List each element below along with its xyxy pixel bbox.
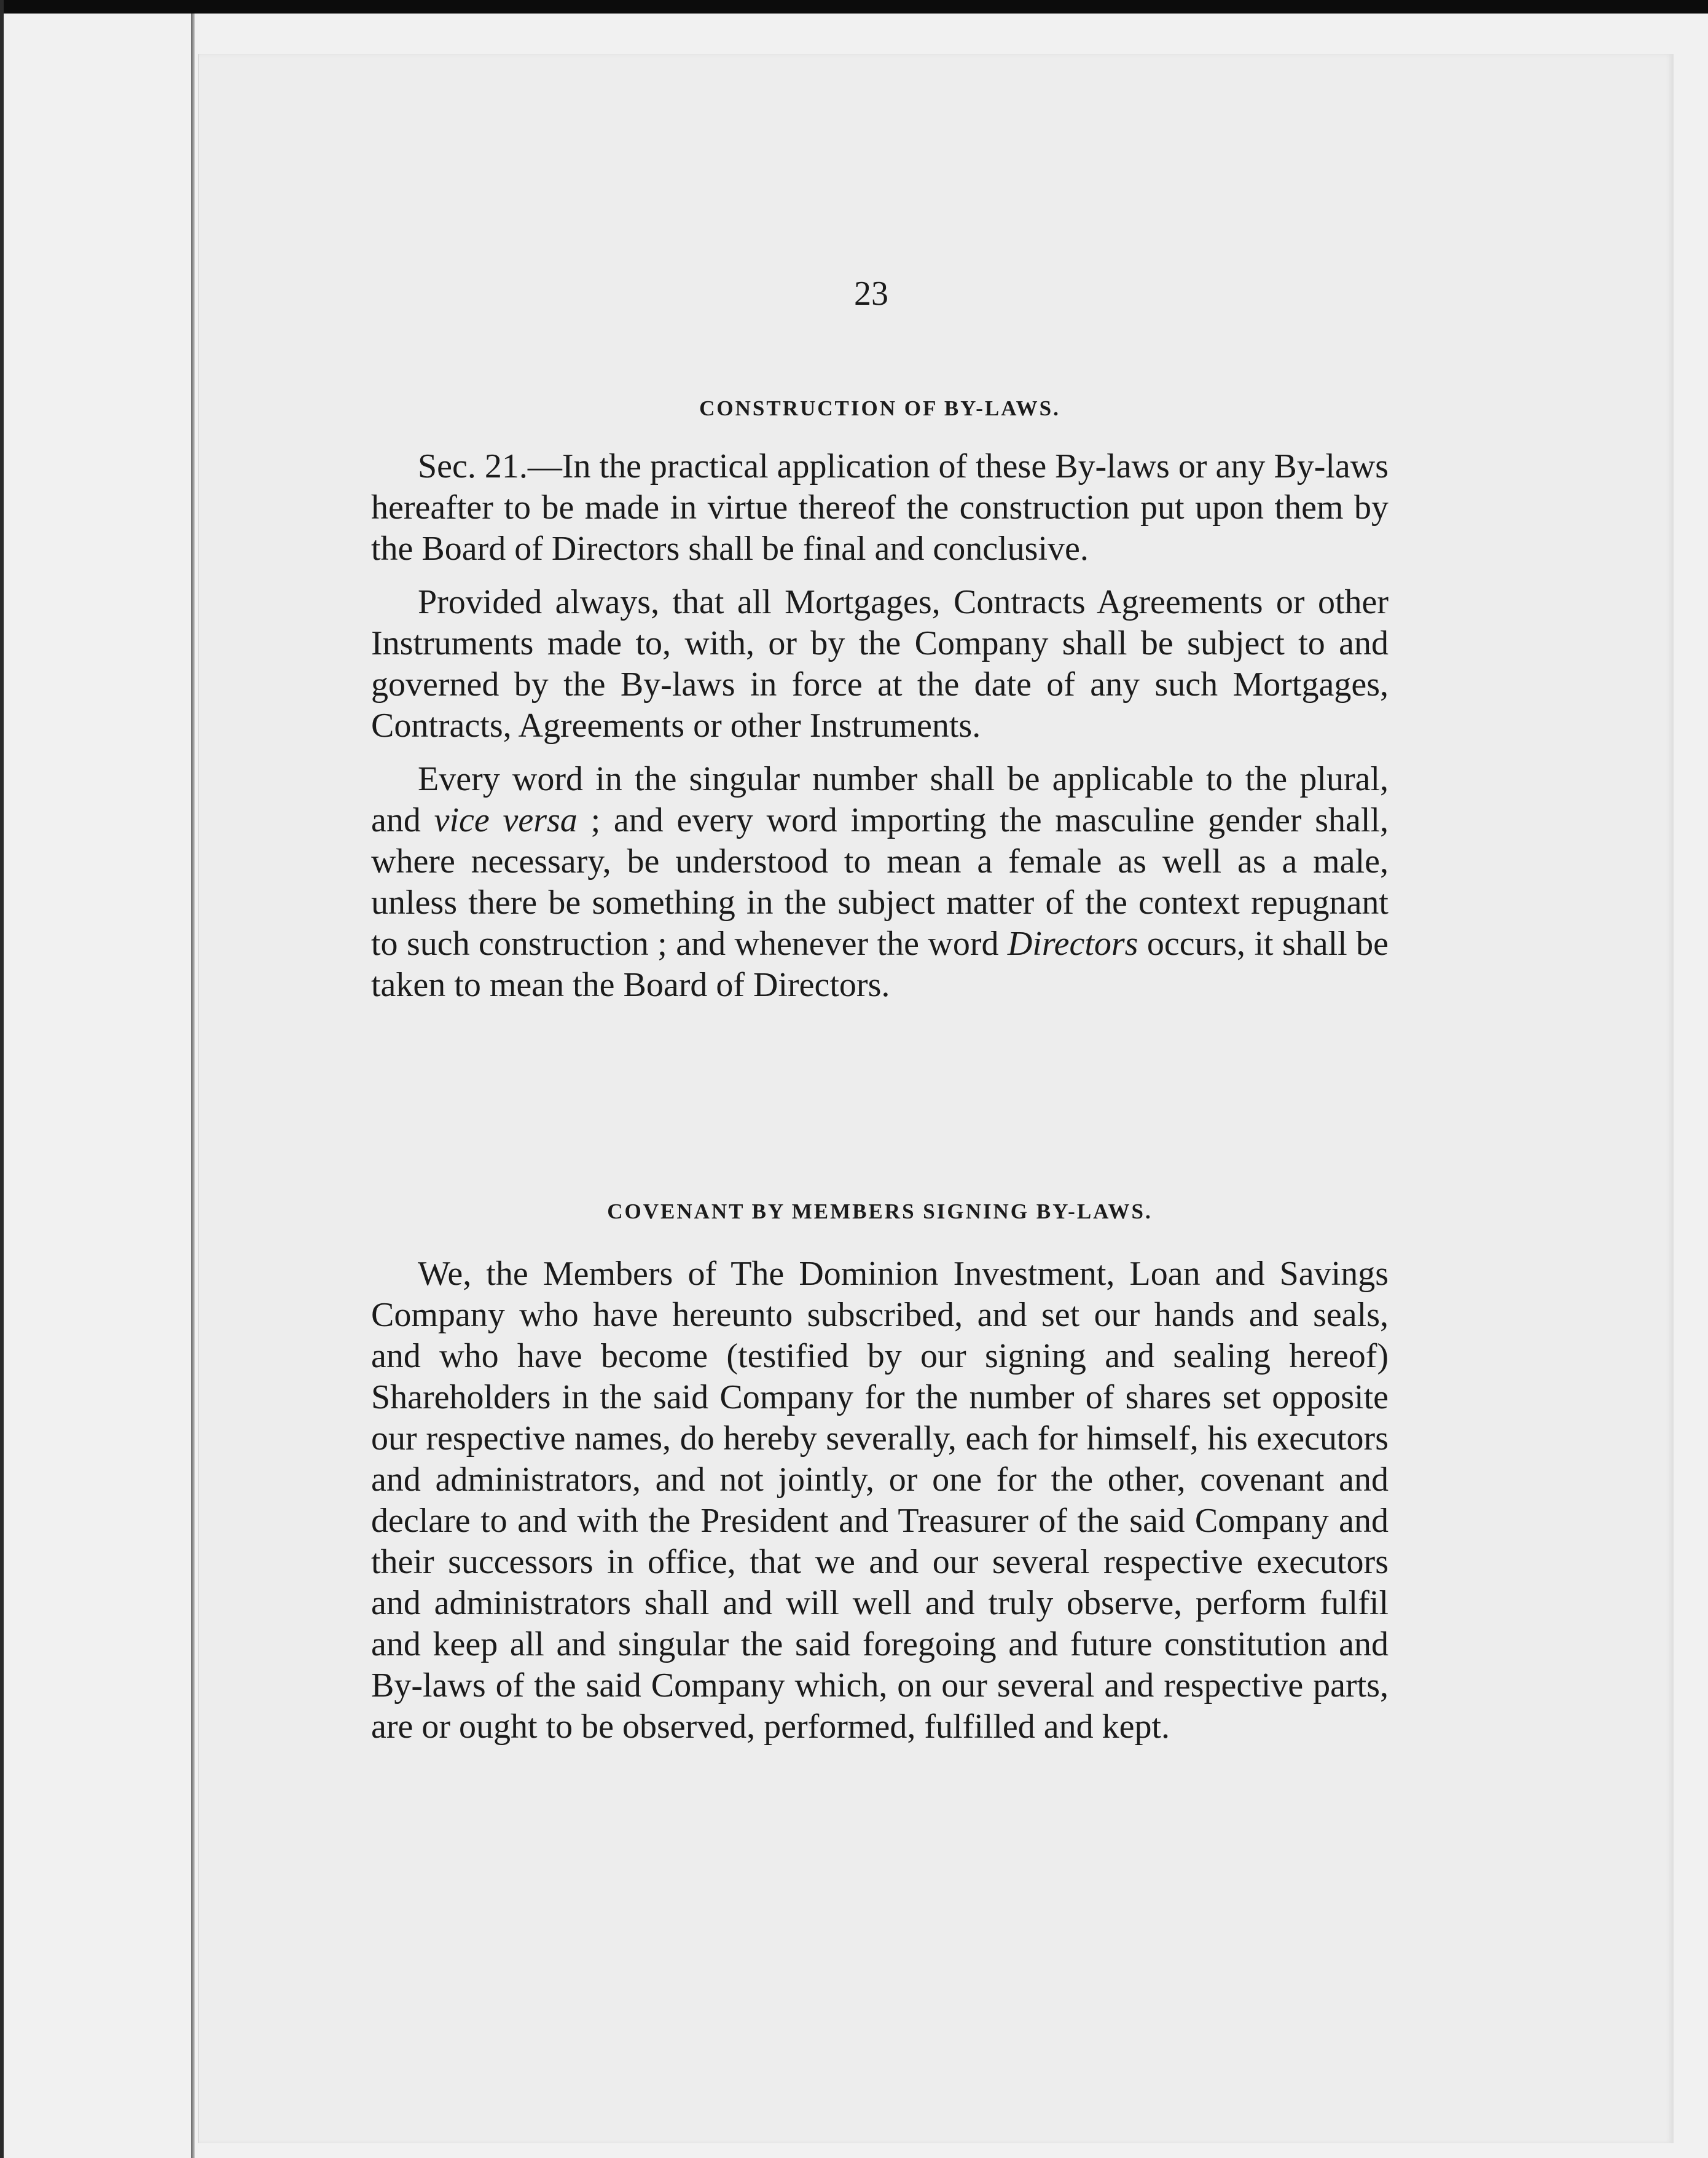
page-number: 23 (854, 275, 888, 313)
paragraph-every-word (371, 759, 1389, 1006)
paragraph-provided-always: Provided always, that all Mortgages, Contracts Agreements or other Instruments made to, with, or by the Company shall be subject to and governed by the By-laws in force at the date of any such Mortgages, Contracts, Agreements or other Instruments. (371, 583, 1389, 745)
page-fold-line (191, 14, 195, 2158)
paragraph-text: Every word in the singular number shall be applicable to the plural, and (371, 760, 1389, 839)
scan-left-edge (0, 0, 4, 2158)
italic-term: Directors (1007, 925, 1138, 963)
paragraph-text: ; and every word importing the masculine gender shall, where necessary, be understood to mean a female as well as a male, unless there be something in the subject matter of the context repugnant to such construction ; and whenever the word (371, 801, 1389, 963)
paragraph-text: occurs, it shall be taken to mean the Board of Directors. (371, 925, 1389, 1004)
scan-top-border (0, 0, 1708, 14)
section-heading-covenant: COVENANT BY MEMBERS SIGNING BY-LAWS. (607, 1199, 1153, 1223)
section-heading-construction: CONSTRUCTION OF BY-LAWS. (699, 396, 1060, 420)
document-page (198, 54, 1674, 2143)
italic-term: vice versa (434, 801, 578, 839)
paragraph-sec-21: Sec. 21.—In the practical application of these By-laws or any By-laws hereafter to be made in virtue thereof the construction put upon them by the Board of Directors shall be final and conclusive. (371, 447, 1389, 568)
section-construction-body (371, 446, 1389, 1018)
section-covenant-body (371, 1254, 1389, 1760)
paragraph-covenant: We, the Members of The Dominion Investment, Loan and Savings Company who have hereunto subscribed, and set our hands and seals, and who have become (testified by our signing and sealing hereof) Shareholders in the said Company for the number of shares set opposite our respective names, do hereby severally, each for himself, his executors and administrators, and not jointly, or one for the other, covenant and declare to and with the President and Treasurer of the said Company and their successors in office, that we and our several respective executors and administrators shall and will well and truly observe, perform fulfil and keep all and singular the said foregoing and future constitution and By-laws of the said Company which, on our several and respective parts, are or ought to be observed, performed, fulfilled and kept. (371, 1255, 1389, 1746)
